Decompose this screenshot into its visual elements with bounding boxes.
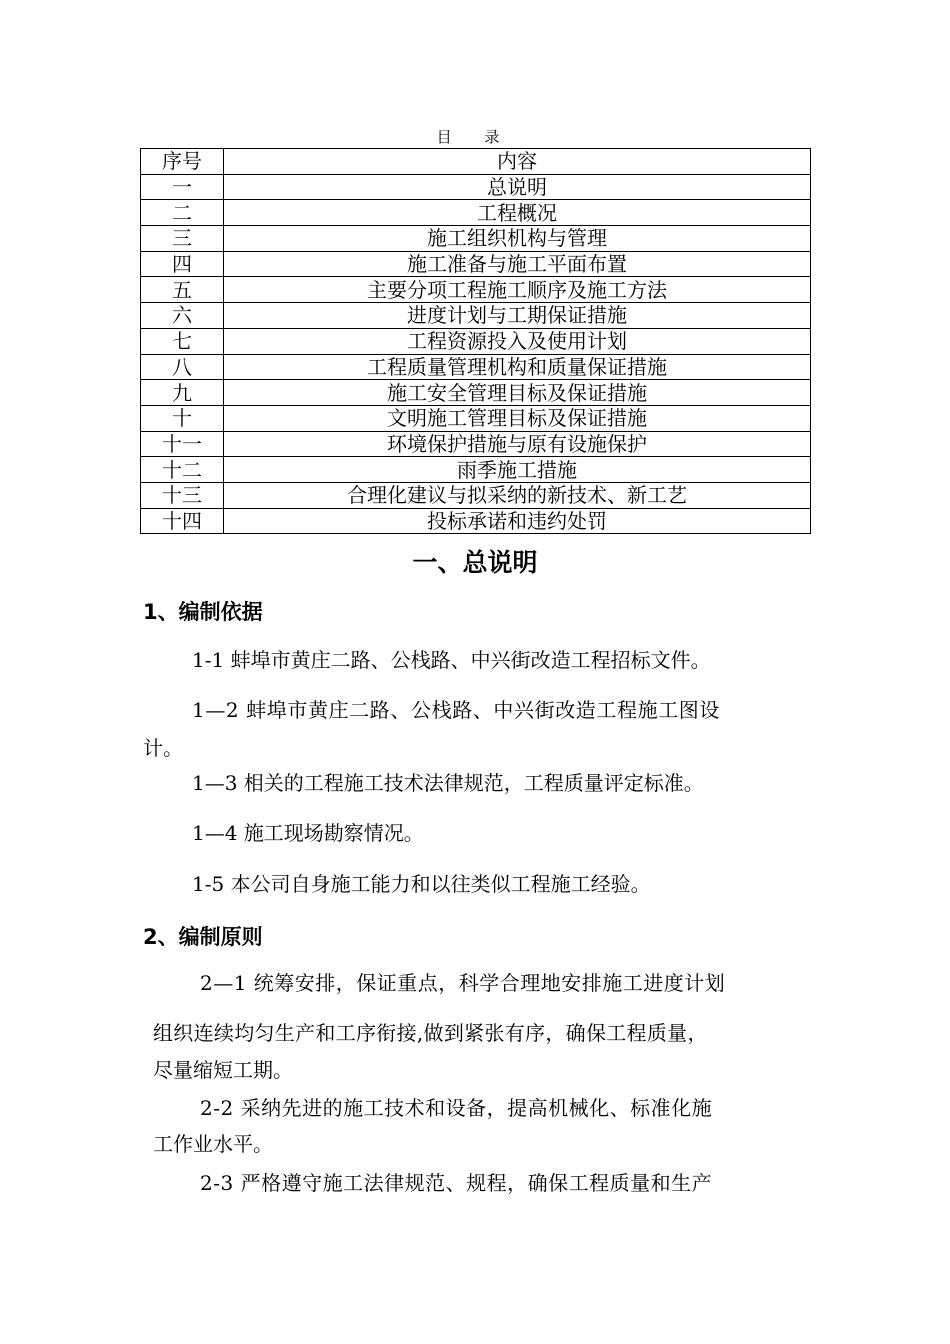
toc-row: [141, 431, 811, 457]
toc-row-number: 十三: [141, 482, 224, 508]
toc-row: [141, 482, 811, 508]
toc-header-num: 序号: [141, 149, 224, 175]
paragraph: 1—3 相关的工程施工技术法律规范，工程质量评定标准。: [192, 771, 704, 795]
toc-row: [141, 251, 811, 277]
toc-row-content: 投标承诺和违约处罚: [224, 508, 811, 534]
paragraph: 尽量缩短工期。: [153, 1058, 293, 1082]
toc-row-number: 七: [141, 328, 224, 354]
toc-row-number: 二: [141, 200, 224, 226]
paragraph: 工作业水平。: [153, 1132, 273, 1156]
paragraph: 2—1 统筹安排，保证重点，科学合理地安排施工进度计划: [200, 971, 726, 995]
subsection-title-principles: 2、编制原则: [143, 925, 263, 949]
toc-row-number: 五: [141, 277, 224, 303]
subsection-title-basis: 1、编制依据: [143, 600, 263, 624]
toc-row-content: 施工组织机构与管理: [224, 226, 811, 252]
toc-row-content: 雨季施工措施: [224, 457, 811, 483]
toc-row: [141, 508, 811, 534]
toc-table: [140, 148, 811, 534]
toc-row-content: 工程质量管理机构和质量保证措施: [224, 354, 811, 380]
toc-row-number: 十四: [141, 508, 224, 534]
toc-row: [141, 277, 811, 303]
paragraph: 组织连续均匀生产和工序衔接,做到紧张有序，确保工程质量，: [153, 1021, 708, 1045]
toc-row-content: 环境保护措施与原有设施保护: [224, 431, 811, 457]
paragraph: 1-1 蚌埠市黄庄二路、公栈路、中兴街改造工程招标文件。: [192, 648, 711, 672]
toc-title: 目 录: [436, 128, 514, 146]
paragraph: 2-2 采纳先进的施工技术和设备，提高机械化、标准化施: [200, 1096, 713, 1120]
paragraph: 1—2 蚌埠市黄庄二路、公栈路、中兴街改造工程施工图设: [192, 698, 721, 722]
toc-row-content: 工程概况: [224, 200, 811, 226]
toc-row: [141, 226, 811, 252]
toc-row-content: 进度计划与工期保证措施: [224, 303, 811, 329]
toc-row-content: 施工准备与施工平面布置: [224, 251, 811, 277]
toc-row-number: 四: [141, 251, 224, 277]
toc-row-content: 文明施工管理目标及保证措施: [224, 405, 811, 431]
toc-row: [141, 174, 811, 200]
toc-row-content: 工程资源投入及使用计划: [224, 328, 811, 354]
toc-row-number: 一: [141, 174, 224, 200]
toc-row: [141, 303, 811, 329]
toc-header-row: [141, 149, 811, 175]
section-title: 一、总说明: [412, 548, 538, 577]
toc-row: [141, 200, 811, 226]
toc-row: [141, 328, 811, 354]
toc-row-number: 八: [141, 354, 224, 380]
toc-row: [141, 380, 811, 406]
toc-row-number: 十: [141, 405, 224, 431]
toc-row-number: 六: [141, 303, 224, 329]
toc-row-content: 施工安全管理目标及保证措施: [224, 380, 811, 406]
paragraph: 1-5 本公司自身施工能力和以往类似工程施工经验。: [192, 872, 651, 896]
toc-row-content: 主要分项工程施工顺序及施工方法: [224, 277, 811, 303]
toc-row: [141, 405, 811, 431]
paragraph: 1—4 施工现场勘察情况。: [192, 821, 424, 845]
toc-row-content: 总说明: [224, 174, 811, 200]
paragraph: 2-3 严格遵守施工法律规范、规程，确保工程质量和生产: [200, 1171, 713, 1195]
toc-header-content: 内容: [224, 149, 811, 175]
toc-row-number: 九: [141, 380, 224, 406]
toc-row: [141, 457, 811, 483]
toc-row-number: 十二: [141, 457, 224, 483]
paragraph: 计。: [143, 736, 183, 760]
toc-row: [141, 354, 811, 380]
toc-row-number: 三: [141, 226, 224, 252]
toc-row-content: 合理化建议与拟采纳的新技术、新工艺: [224, 482, 811, 508]
toc-row-number: 十一: [141, 431, 224, 457]
